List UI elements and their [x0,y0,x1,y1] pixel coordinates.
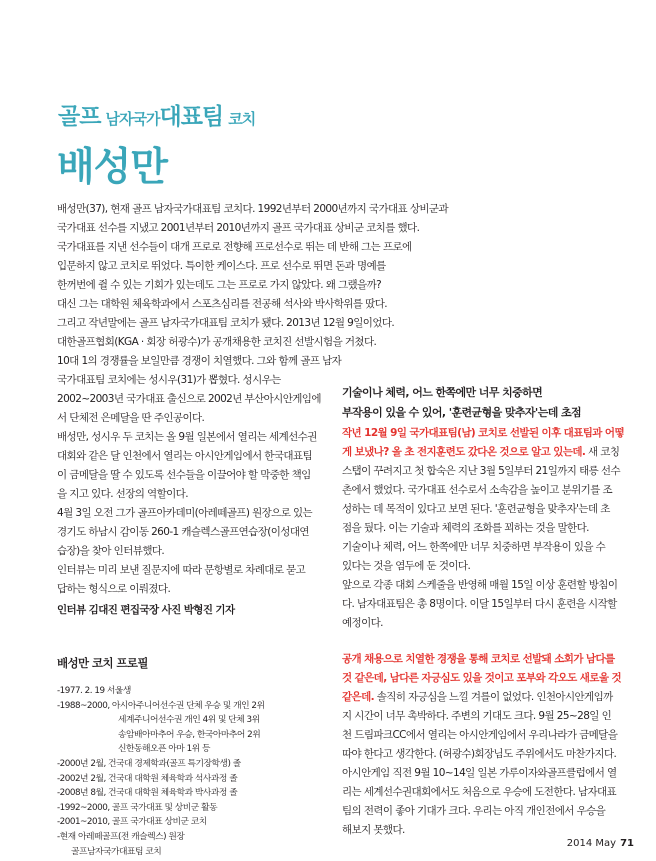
article-kicker [58,98,255,131]
answer-line: 아시안게임 직전 9월 10~14일 일본 가루이자와골프클럽에서 열 [342,767,617,779]
body-line: 4월 3일 오전 그가 골프아카데미(아레떼골프) 원장으로 있는 [57,507,313,519]
body-line: 배성만, 성시우 두 코치는 올 9월 일본에서 열리는 세계선수권 [57,431,317,443]
section-heading-line1: 기술이나 체력, 어느 한쪽에만 너무 치중하면 [342,386,543,399]
answer-line: 있다는 것을 염두에 둔 것이다. [342,560,471,572]
answer-line: 리는 세계선수권대회에서도 처음으로 우승에 도전한다. 남자대표 [342,786,617,798]
body-line: 인터뷰는 미리 보낸 질문지에 따라 문항별로 차례대로 묻고 [57,564,306,576]
article-title: 배성만 [57,145,168,190]
kicker-golf: 골프 [58,104,101,130]
question-answer-line [342,445,619,459]
body-line: 10대 1의 경쟁률을 보일만큼 경쟁이 치열했다. 그와 함께 골프 남자 [57,355,342,367]
body-line: 국가대표를 지낸 선수들이 대개 프로로 전향해 프로선수로 뛰는 데 반해 그는 프로에 [57,241,412,253]
question-line: 공개 채용으로 치열한 경쟁을 통해 코치로 선발돼 소회가 남다를 [342,653,615,665]
kicker-team: 대표팀 [159,104,224,130]
answer-line: 팀의 전력이 좋아 기대가 크다. 우리는 아직 개인전에서 우승을 [342,805,606,817]
profile-item: 세계주니어선수권 개인 4위 및 단체 3위 [118,715,260,726]
body-line: 이 금메달을 딸 수 있도록 선수들을 이끌어야 할 막중한 책임 [57,469,311,481]
issue-label: 2014 May [566,838,617,849]
profile-title: 배성만 코치 프로필 [57,656,148,670]
interview-credit: 인터뷰 김대진 편집국장 사진 박형진 기자 [57,604,235,616]
body-line: 답하는 형식으로 이뤄졌다. [57,583,171,595]
body-line: 대회와 같은 달 인천에서 열리는 아시안게임에서 한국대표팀 [57,450,313,462]
body-line: 대신 그는 대학원 체육학과에서 스포츠심리를 전공해 석사와 박사학위를 땄다. [57,298,388,310]
question-line: 작년 12월 9일 국가대표팀(남) 코치로 선발된 이후 대표팀과 어떻 [342,427,624,439]
body-line: 경기도 하남시 감이동 260-1 캐슬렉스골프연습장(이성대연 [57,526,309,538]
profile-item: -1988~2000, 아시아주니어선수권 단체 우승 및 개인 2위 [57,700,265,711]
question-answer-line [342,690,613,704]
kicker-coach: 코치 [228,110,256,128]
answer-line: 점을 뒀다. 이는 기술과 체력의 조화를 꾀하는 것을 말한다. [342,522,589,534]
profile-item: -2008년 8월, 건국대 대학원 체육학과 박사과정 졸 [57,788,238,799]
profile-item: -1992~2000, 골프 국가대표 및 상비군 활동 [57,802,218,813]
profile-item: 송암배아마추어 우승, 한국아마추어 2위 [118,729,261,740]
answer-line: 성하는 데 목적이 있다고 보면 된다. '훈련균형을 맞추자'는데 초 [342,503,610,515]
profile-item: -2001~2010, 골프 국가대표 상비군 코치 [57,817,207,828]
profile-item: 골프남자국가대표팀 코치 [71,846,162,857]
answer-line: 따야 한다고 생각한다. (허광수)회장님도 주위에서도 마찬가지다. [342,748,617,760]
answer-text: 솔직히 자긍심을 느낄 겨를이 없었다. 인천아시안게임까 [374,691,613,703]
profile-item: -2002년 2월, 건국대 대학원 체육학과 석사과정 졸 [57,773,238,784]
answer-line: 스탭이 꾸려지고 첫 합숙은 지난 3월 5일부터 21일까지 태릉 선수 [342,465,620,477]
answer-line: 앞으로 각종 대회 스케줄을 반영해 매월 15일 이상 훈련할 방침이 [342,579,618,591]
answer-line: 천 드림파크CC에서 열리는 아시안게임에서 우리나라가 금메달을 [342,729,618,741]
body-line: 대한골프협회(KGA · 회장 허광수)가 공개채용한 코치진 선발시험을 거쳤다. [57,336,377,348]
answer-line: 기술이나 체력, 어느 한쪽에만 너무 치중하면 부작용이 있을 수 [342,541,606,553]
profile-item: 신한동해오픈 아마 1위 등 [118,744,210,755]
page-number: 71 [620,838,634,849]
profile-item: -1977. 2. 19 서울생 [57,686,131,696]
body-line: 입문하지 않고 코치로 뛰었다. 특이한 케이스다. 프로 선수로 뛰면 돈과 명예를 [57,260,386,272]
question-line: 같은데. [342,691,375,703]
profile-item: -현재 아레떼골프(전 캐슬렉스) 원장 [57,832,185,842]
body-line: 서 단체전 은메달을 딴 주인공이다. [57,412,205,424]
section-heading-line2: 부작용이 있을 수 있어, '훈련균형을 맞추자'는데 초점 [342,406,582,419]
body-line: 2002~2003년 국가대표 출신으로 2002년 부산아시안게임에 [57,393,321,405]
answer-line: 촌에서 했었다. 국가대표 선수로서 소속감을 높이고 분위기를 조 [342,484,613,496]
answer-line: 다. 남자대표팀은 총 8명이다. 이달 15일부터 다시 훈련을 시작할 [342,598,617,610]
body-line: 국가대표 선수를 지냈고 2001년부터 2010년까지 골프 국가대표 상비군 코치를 했다. [57,222,420,234]
body-line: 을 지고 있다. 선장의 역할이다. [57,488,188,500]
answer-line: 해보지 못했다. [342,824,405,836]
question-line: 게 보냈나? 올 초 전지훈련도 갔다온 것으로 알고 있는데. [342,446,586,458]
body-line: 배성만(37), 현재 골프 남자국가대표팀 코치다. 1992년부터 2000년까지 국가대표 상비군과 [57,203,449,215]
page-footer [567,838,634,849]
answer-line: 지 시간이 너무 촉박하다. 주변의 기대도 크다. 9월 25~28일 인 [342,710,612,722]
body-line: 한꺼번에 쥘 수 있는 기회가 있는데도 그는 프로로 가지 않았다. 왜 그랬을까? [57,279,382,291]
body-line: 습장)을 찾아 인터뷰했다. [57,545,165,557]
question-line: 것 같은데, 남다른 자긍심도 있을 것이고 포부와 각오도 새로울 것 [342,672,622,684]
body-line: 국가대표팀 코치에는 성시우(31)가 뽑혔다. 성시우는 [57,374,281,386]
body-line: 그리고 작년말에는 골프 남자국가대표팀 코치가 됐다. 2013년 12월 9일이었다. [57,317,395,329]
answer-line: 예정이다. [342,617,383,629]
answer-text: 새 코칭 [585,446,620,458]
profile-item: -2000년 2월, 건국대 경제학과(골프 특기장학생) 졸 [57,759,241,769]
kicker-men-national: 남자국가 [105,110,160,128]
